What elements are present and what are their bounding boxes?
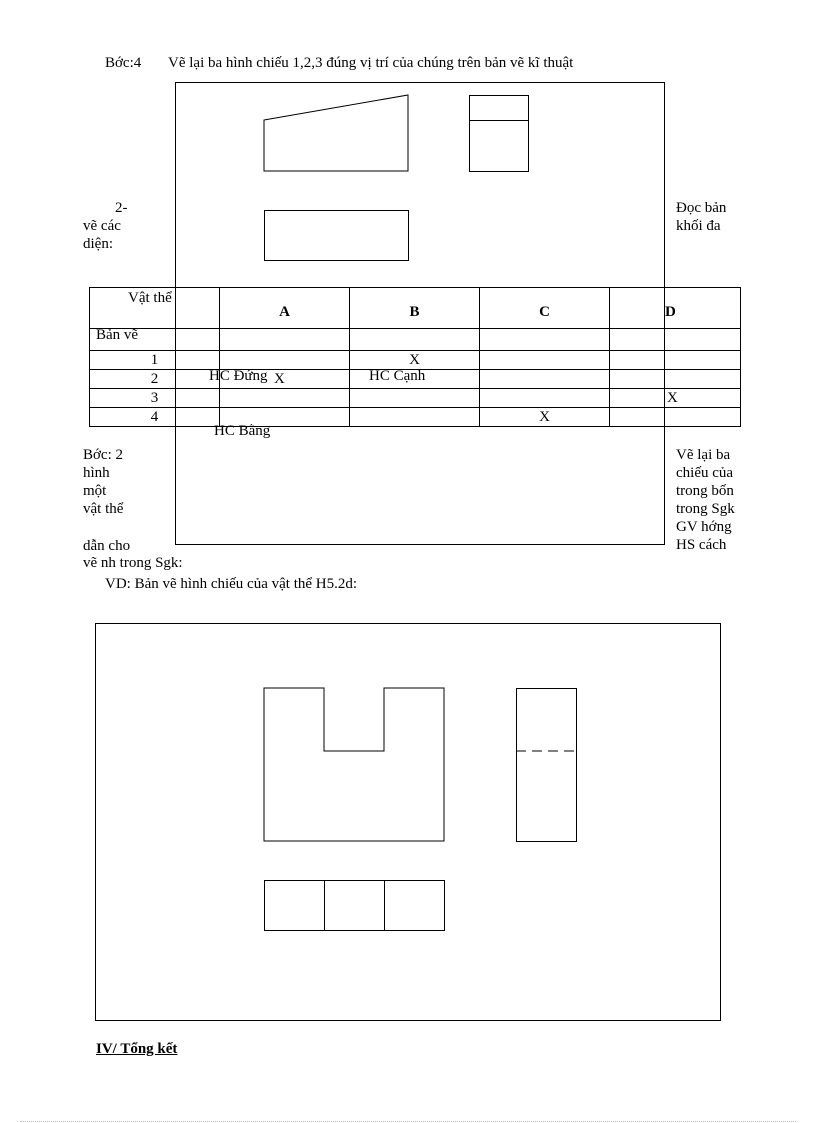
table-header-b: B xyxy=(350,288,480,329)
row-number: 3 xyxy=(90,389,220,408)
row-number: 4 xyxy=(90,408,220,427)
page-bottom-rule xyxy=(20,1121,796,1122)
section-title: IV/ Tổng kết xyxy=(96,1041,178,1057)
row-mark: X xyxy=(350,351,480,370)
corner-top-label: Vật thể xyxy=(128,290,172,306)
left-text-2b: hình xyxy=(83,465,110,481)
row-mark: X xyxy=(480,408,610,427)
left-text-1a: 2- xyxy=(115,200,128,216)
right-text-1b: khối đa xyxy=(676,218,721,234)
left-text-1c: diện: xyxy=(83,236,113,252)
example-caption: VD: Bản vẽ hình chiếu của vật thể H5.2d: xyxy=(105,576,358,592)
label-hc-bang: HC Bằng xyxy=(214,423,271,439)
left-text-2e: dẫn cho xyxy=(83,538,131,554)
row-number: 1 xyxy=(90,351,220,370)
right-text-2c: trong bốn xyxy=(676,483,734,499)
left-text-2d: vật thể xyxy=(83,501,124,517)
right-text-2e: GV hớng xyxy=(676,519,732,535)
left-text-1b: vẽ các xyxy=(83,218,121,234)
right-text-1a: Đọc bản xyxy=(676,200,727,216)
right-text-2d: trong Sgk xyxy=(676,501,735,517)
top-view-rect-2 xyxy=(264,880,445,931)
label-hc-dung: HC Đứng xyxy=(209,368,268,384)
top-view-divider-2 xyxy=(384,880,385,931)
left-text-2f: vẽ nh trong Sgk: xyxy=(83,555,183,571)
left-text-2a: Bớc: 2 xyxy=(83,447,124,463)
row-number: 2 xyxy=(90,370,220,389)
left-text-2c: một xyxy=(83,483,107,499)
right-text-2f: HS cách xyxy=(676,537,727,553)
table-header-c: C xyxy=(480,288,610,329)
right-text-2a: Vẽ lại ba xyxy=(676,447,731,463)
right-text-2b: chiếu của xyxy=(676,465,734,481)
top-view-divider-1 xyxy=(324,880,325,931)
row-mark: X xyxy=(220,370,350,389)
step4-label: Bớc:4 xyxy=(105,55,142,71)
label-hc-canh: HC Cạnh xyxy=(369,368,426,384)
corner-bottom-label: Bản vẽ xyxy=(96,327,139,343)
table-header-a: A xyxy=(220,288,350,329)
row-mark: X xyxy=(665,389,741,408)
side-view-rect-2 xyxy=(516,688,577,842)
table-header-d: D xyxy=(665,288,741,329)
step4-text: Vẽ lại ba hình chiếu 1,2,3 đúng vị trí của chúng trên bản vẽ kĩ thuật xyxy=(168,55,574,71)
